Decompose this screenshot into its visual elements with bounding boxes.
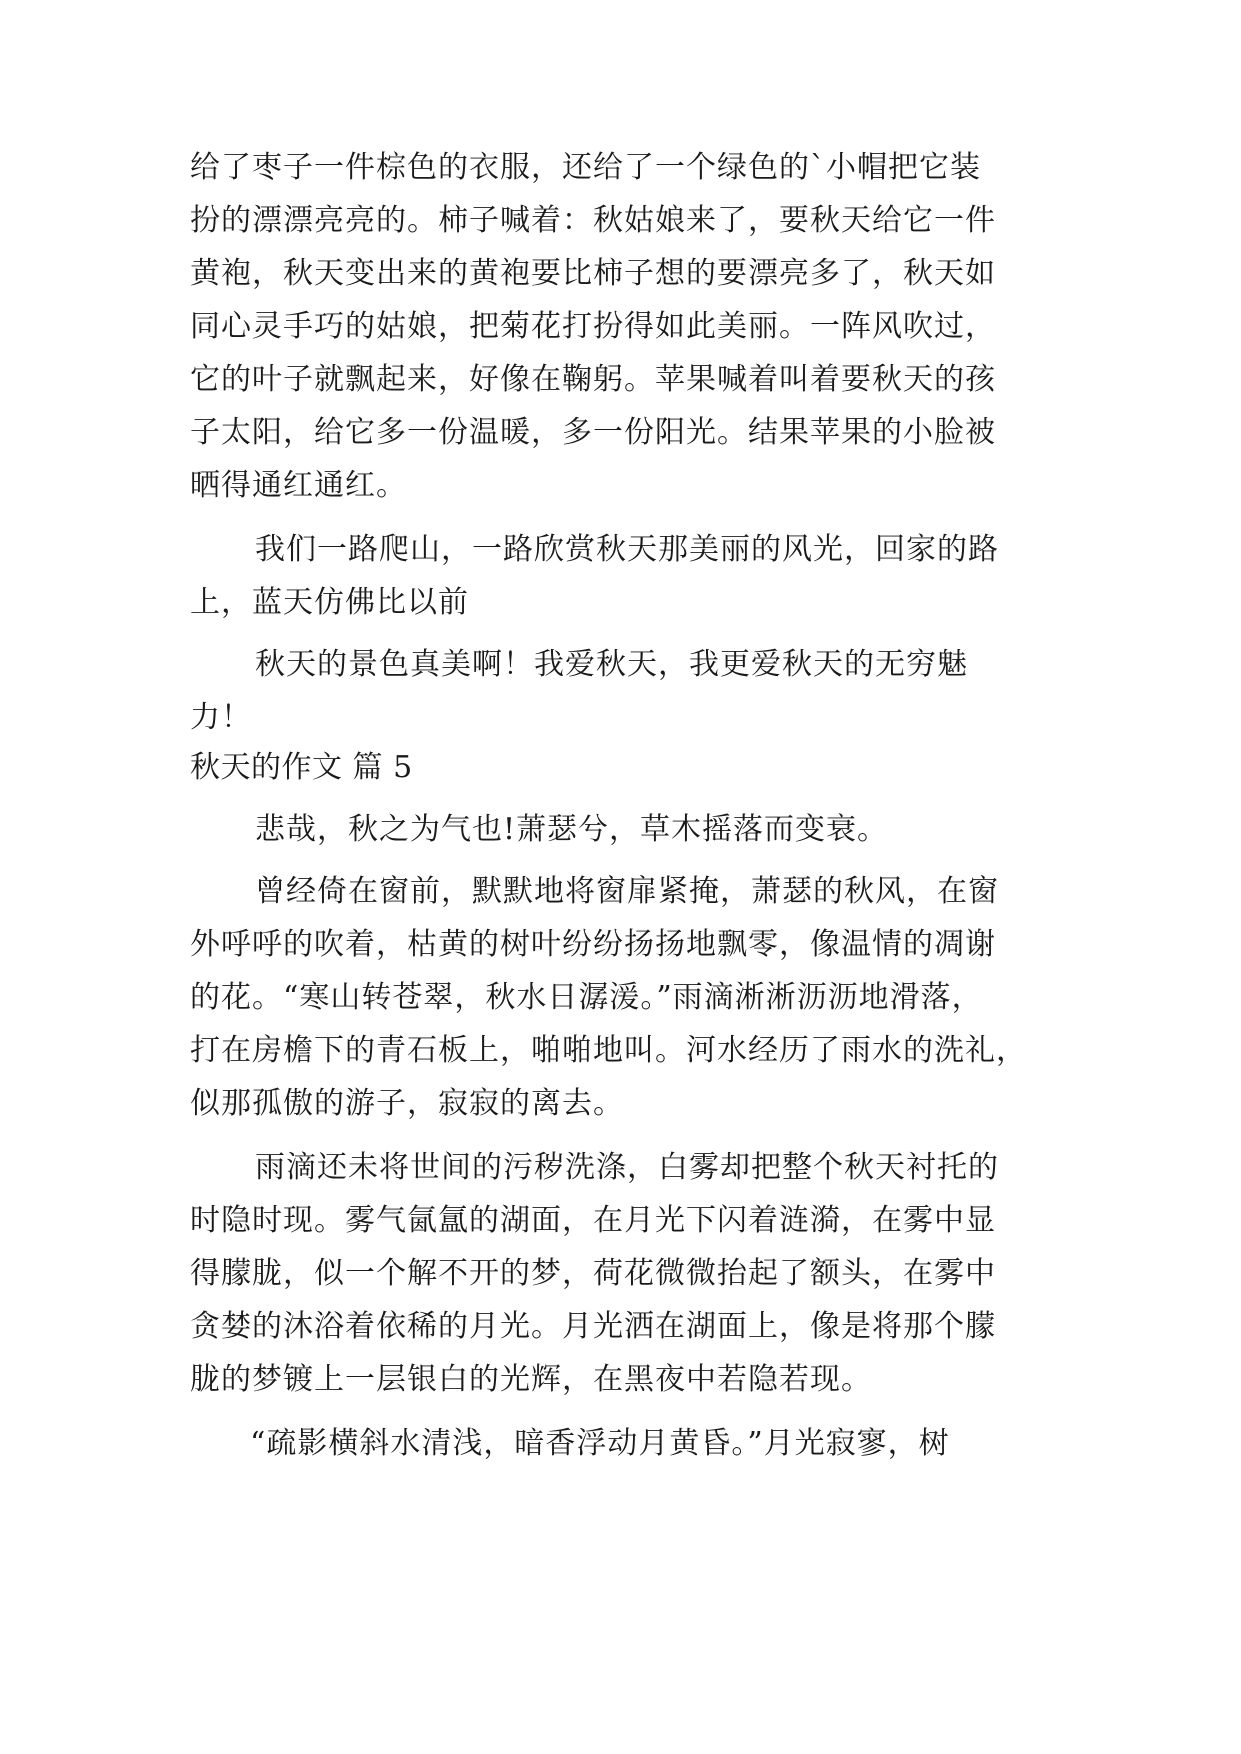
text-line: 上，蓝天仿佛比以前: [190, 585, 469, 620]
text-line: 雨滴还未将世间的污秽洗涤，白雾却把整个秋天衬托的: [255, 1150, 999, 1185]
text-line: 子太阳，给它多一份温暖，多一份阳光。结果苹果的小脸被: [190, 415, 996, 450]
text-line: 晒得通红通红。: [190, 468, 407, 503]
text-line: 贪婪的沐浴着依稀的月光。月光洒在湖面上，像是将那个朦: [190, 1309, 996, 1344]
text-line: 外呼呼的吹着，枯黄的树叶纷纷扬扬地飘零，像温情的凋谢: [190, 927, 996, 962]
text-line: 秋天的景色真美啊！我爱秋天，我更爱秋天的无穷魅: [255, 647, 968, 682]
text-line: 时隐时现。雾气氤氲的湖面，在月光下闪着涟漪，在雾中显: [190, 1203, 996, 1238]
text-line: 它的叶子就飘起来，好像在鞠躬。苹果喊着叫着要秋天的孩: [190, 362, 996, 397]
text-line: 似那孤傲的游子，寂寂的离去。: [190, 1086, 624, 1121]
text-line: 打在房檐下的青石板上，啪啪地叫。河水经历了雨水的洗礼，: [190, 1033, 1027, 1068]
text-line: 给了枣子一件棕色的衣服，还给了一个绿色的`小帽把它装: [190, 150, 981, 185]
text-line: 的花。“寒山转苍翠，秋水日潺湲。”雨滴淅淅沥沥地滑落，: [190, 980, 983, 1015]
text-line: 力！: [190, 700, 252, 735]
text-line: 得朦胧，似一个解不开的梦，荷花微微抬起了额头，在雾中: [190, 1256, 996, 1291]
text-line: 扮的漂漂亮亮的。柿子喊着：秋姑娘来了，要秋天给它一件: [190, 203, 996, 238]
text-line: 同心灵手巧的姑娘，把菊花打扮得如此美丽。一阵风吹过，: [190, 309, 996, 344]
section-heading: 秋天的作文 篇 5: [190, 750, 413, 785]
text-line: 曾经倚在窗前，默默地将窗扉紧掩，萧瑟的秋风，在窗: [255, 874, 999, 909]
text-line: 胧的梦镀上一层银白的光辉，在黑夜中若隐若现。: [190, 1362, 872, 1397]
text-line: “疏影横斜水清浅，暗香浮动月黄昏。”月光寂寥，树: [250, 1426, 950, 1461]
text-line: 我们一路爬山，一路欣赏秋天那美丽的风光，回家的路: [255, 532, 999, 567]
text-line: 悲哉，秋之为气也!萧瑟兮，草木摇落而变衰。: [255, 812, 889, 847]
text-line: 黄袍，秋天变出来的黄袍要比柿子想的要漂亮多了，秋天如: [190, 256, 996, 291]
